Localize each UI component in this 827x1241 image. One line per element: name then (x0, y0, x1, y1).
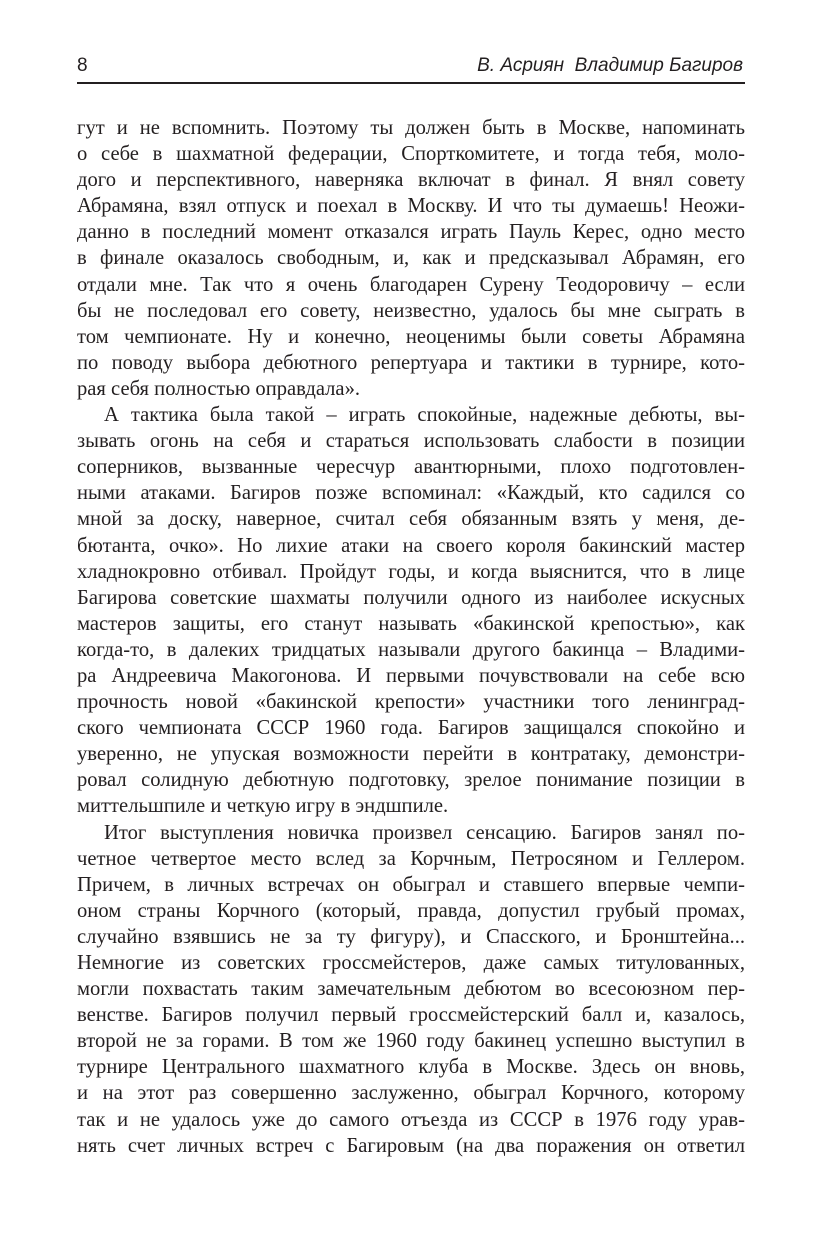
text-line: когда-то, в далеких тридцатых называли другого бакинца – Владими- (77, 638, 745, 661)
text-line: хладнокровно отбивал. Пройдут годы, и когда выяснится, что в лице (77, 560, 745, 583)
text-line: Причем, в личных встречах он обыграл и ставшего впервые чемпи- (77, 873, 745, 896)
text-line: турнире Центрального шахматного клуба в Москве. Здесь он вновь, (77, 1056, 745, 1079)
text-line: могли похвастать таким замечательным дебютом во всесоюзном пер- (77, 978, 745, 1001)
text-line: дого и перспективного, наверняка включат в финал. Я внял совету (77, 169, 745, 192)
text-line: второй не за горами. В том же 1960 году бакинец успешно выступил в (77, 1030, 745, 1053)
text-line: и на этот раз совершенно заслуженно, обыграл Корчного, которому (77, 1082, 745, 1105)
text-line: бютанта, очко». Но лихие атаки на своего короля бакинский мастер (77, 534, 745, 557)
text-line: венстве. Багиров получил первый гроссмейстерский балл и, казалось, (77, 1004, 745, 1027)
page-number: 8 (77, 55, 88, 76)
text-line: ровал солидную дебютную подготовку, зрелое понимание позиции в (77, 769, 745, 792)
text-line: мастеров защиты, его станут называть «бакинской крепостью», как (77, 612, 745, 635)
running-title: В. Асриян Владимир Багиров (477, 55, 743, 76)
text-line: соперников, вызванные чересчур авантюрными, плохо подготовлен- (77, 456, 745, 479)
running-head (77, 52, 745, 84)
text-line: бы не последовал его совету, неизвестно, удалось бы мне сыграть в (77, 299, 745, 322)
text-line: уверенно, не упуская возможности перейти в контратаку, демонстри- (77, 743, 745, 766)
text-line: так и не удалось уже до самого отъезда из СССР в 1976 году урав- (77, 1108, 745, 1131)
text-line: Немногие из советских гроссмейстеров, даже самых титулованных, (77, 952, 745, 974)
body-text (77, 115, 745, 1159)
text-line: зывать огонь на себя и стараться использовать слабости в позиции (77, 430, 745, 453)
text-line: по поводу выбора дебютного репертуара и тактики в турнире, кото- (77, 351, 745, 374)
text-line: ра Андреевича Макогонова. И первыми почувствовали на себе всю (77, 664, 745, 687)
paragraph-2 (77, 402, 745, 820)
text-line: мной за доску, наверное, считал себя обязанным взять у меня, де- (77, 508, 745, 531)
text-line: Абрамяна, взял отпуск и поехал в Москву. И что ты думаешь! Неожи- (77, 195, 745, 218)
text-line: том чемпионате. Ну и конечно, неоценимы были советы Абрамяна (77, 325, 745, 348)
text-line: в финале оказалось свободным, и, как и предсказывал Абрамян, его (77, 247, 745, 270)
text-line: Итог выступления новичка произвел сенсацию. Багиров занял по- (104, 821, 745, 844)
text-line: миттельшпиле и четкую игру в эндшпиле. (77, 795, 449, 818)
text-line: о себе в шахматной федерации, Спорткомитете, и тогда тебя, моло- (77, 143, 745, 166)
text-line: А тактика была такой – играть спокойные, надежные дебюты, вы- (104, 404, 745, 427)
text-line: ными атаками. Багиров позже вспоминал: «Каждый, кто садился со (77, 482, 745, 505)
text-line: рая себя полностью оправдала». (77, 377, 361, 400)
text-line: случайно взявшись не за ту фигуру), и Спасского, и Бронштейна... (77, 925, 745, 948)
text-line: гут и не вспомнить. Поэтому ты должен быть в Москве, напоминать (77, 117, 745, 139)
text-line: Багирова советские шахматы получили одного из наиболее искусных (77, 586, 745, 609)
paragraph-1 (77, 115, 745, 402)
text-line: оном страны Корчного (который, правда, допустил грубый промах, (77, 899, 745, 922)
text-line: данно в последний момент отказался играть Пауль Керес, одно место (77, 221, 745, 244)
text-line: четное четвертое место вслед за Корчным, Петросяном и Геллером. (77, 847, 745, 870)
text-line: отдали мне. Так что я очень благодарен Сурену Теодоровичу – если (77, 273, 745, 296)
text-line: ского чемпионата СССР 1960 года. Багиров защищался спокойно и (77, 717, 745, 740)
paragraph-3 (77, 820, 745, 1159)
text-line: прочность новой «бакинской крепости» участники того ленинград- (77, 691, 745, 714)
text-line: нять счет личных встреч с Багировым (на два поражения он ответил (77, 1134, 745, 1157)
